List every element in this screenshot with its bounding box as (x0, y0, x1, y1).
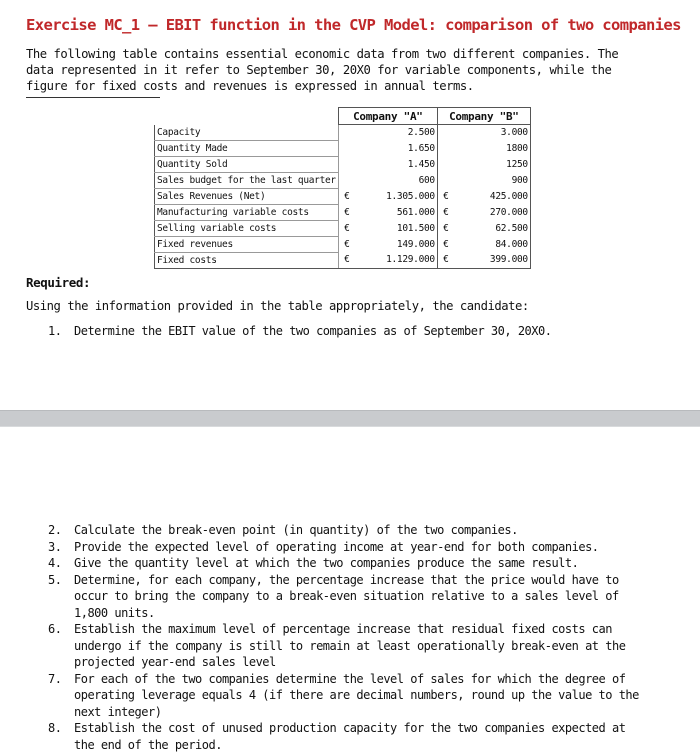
value-company-a: 561.000 (355, 204, 438, 220)
question-number: 7. (48, 671, 62, 686)
question-list-part1 (26, 323, 649, 340)
question-number: 2. (48, 523, 62, 537)
currency-a: € (338, 188, 355, 204)
question-text: Give the quantity level at which the two companies produce the same result. (74, 556, 579, 570)
question-item (26, 539, 649, 556)
exercise-title: Exercise MC_1 – EBIT function in the CVP Model: comparison of two companies (26, 16, 681, 34)
currency-b: € (437, 236, 454, 252)
question-item (26, 671, 649, 721)
value-company-a: 1.305.000 (355, 188, 438, 204)
table-row (155, 156, 531, 172)
question-number: 8. (48, 721, 62, 735)
currency-b: € (437, 188, 454, 204)
question-number: 1. (48, 324, 62, 338)
table-row (155, 220, 531, 236)
value-company-b: 270.000 (454, 204, 531, 220)
question-item (26, 555, 649, 572)
question-text: Establish the cost of unused production capacity for the two companies expected at the end of the period. (74, 721, 626, 752)
required-heading: Required: (26, 275, 91, 290)
question-item (26, 572, 649, 622)
row-label: Capacity (155, 125, 339, 141)
table-row (155, 188, 531, 204)
question-list-part2 (26, 522, 649, 753)
table-row (155, 125, 531, 141)
question-item (26, 621, 649, 671)
value-company-a: 149.000 (355, 236, 438, 252)
currency-a (338, 140, 355, 156)
table-row (155, 236, 531, 252)
question-text: Determine, for each company, the percentage increase that the price would have to occur to bring the company to a break-even situation relative to a sales level of 1,800 units. (74, 572, 619, 620)
currency-b: € (437, 204, 454, 220)
question-item (26, 323, 649, 340)
value-company-b: 1800 (454, 140, 531, 156)
row-label: Quantity Sold (155, 156, 339, 172)
question-text: Provide the expected level of operating income at year-end for both companies. (74, 539, 599, 554)
value-company-a: 1.450 (355, 156, 438, 172)
currency-a: € (338, 236, 355, 252)
value-company-b: 399.000 (454, 252, 531, 268)
question-item (26, 522, 649, 539)
header-company-b: Company "B" (437, 108, 530, 125)
value-company-a: 1.129.000 (355, 252, 438, 268)
table-row (155, 204, 531, 220)
header-company-a: Company "A" (338, 108, 437, 125)
question-text: For each of the two companies determine the level of sales for which the degree of operating leverage equals 4 (if there are decimal numbers, round up the value to the next integer) (74, 671, 639, 719)
row-label: Manufacturing variable costs (155, 204, 339, 220)
page-divider (0, 410, 700, 427)
currency-a: € (338, 252, 355, 268)
currency-b (437, 140, 454, 156)
currency-b (437, 125, 454, 141)
value-company-b: 62.500 (454, 220, 531, 236)
currency-a (338, 125, 355, 141)
value-company-b: 84.000 (454, 236, 531, 252)
question-text: Establish the maximum level of percentage increase that residual fixed costs can undergo if the company is still to remain at least operationally break-even at the projected year-end sales level (74, 622, 626, 669)
currency-b (437, 156, 454, 172)
question-number: 4. (48, 556, 62, 570)
company-data-table (154, 107, 531, 269)
table-row (155, 172, 531, 188)
row-label: Fixed costs (155, 252, 339, 268)
question-text: Calculate the break-even point (in quantity) of the two companies. (74, 523, 518, 537)
currency-b (437, 172, 454, 188)
currency-b: € (437, 252, 454, 268)
value-company-b: 425.000 (454, 188, 531, 204)
table-row (155, 252, 531, 268)
currency-a (338, 156, 355, 172)
question-number: 5. (48, 572, 62, 587)
table-row (155, 140, 531, 156)
value-company-b: 900 (454, 172, 531, 188)
question-text: Determine the EBIT value of the two companies as of September 30, 20X0. (74, 324, 552, 338)
currency-a: € (338, 204, 355, 220)
row-label: Quantity Made (155, 140, 339, 156)
value-company-a: 600 (355, 172, 438, 188)
row-label: Sales Revenues (Net) (155, 188, 339, 204)
currency-b: € (437, 220, 454, 236)
question-number: 6. (48, 622, 62, 636)
question-number: 3. (48, 539, 62, 554)
value-company-b: 1250 (454, 156, 531, 172)
value-company-a: 1.650 (355, 140, 438, 156)
value-company-b: 3.000 (454, 125, 531, 141)
intro-underline (26, 97, 160, 98)
row-label: Sales budget for the last quarter (155, 172, 339, 188)
intro-paragraph: The following table contains essential economic data from two different companies. The data represented in it refer to September 30, 20X0 for variable components, while the figure for fixed costs and revenues is expressed in annual terms. (26, 47, 619, 93)
value-company-a: 101.500 (355, 220, 438, 236)
currency-a (338, 172, 355, 188)
question-item (26, 720, 649, 753)
value-company-a: 2.500 (355, 125, 438, 141)
row-label: Fixed revenues (155, 236, 339, 252)
row-label: Selling variable costs (155, 220, 339, 236)
instruction-text: Using the information provided in the table appropriately, the candidate: (26, 299, 529, 313)
currency-a: € (338, 220, 355, 236)
